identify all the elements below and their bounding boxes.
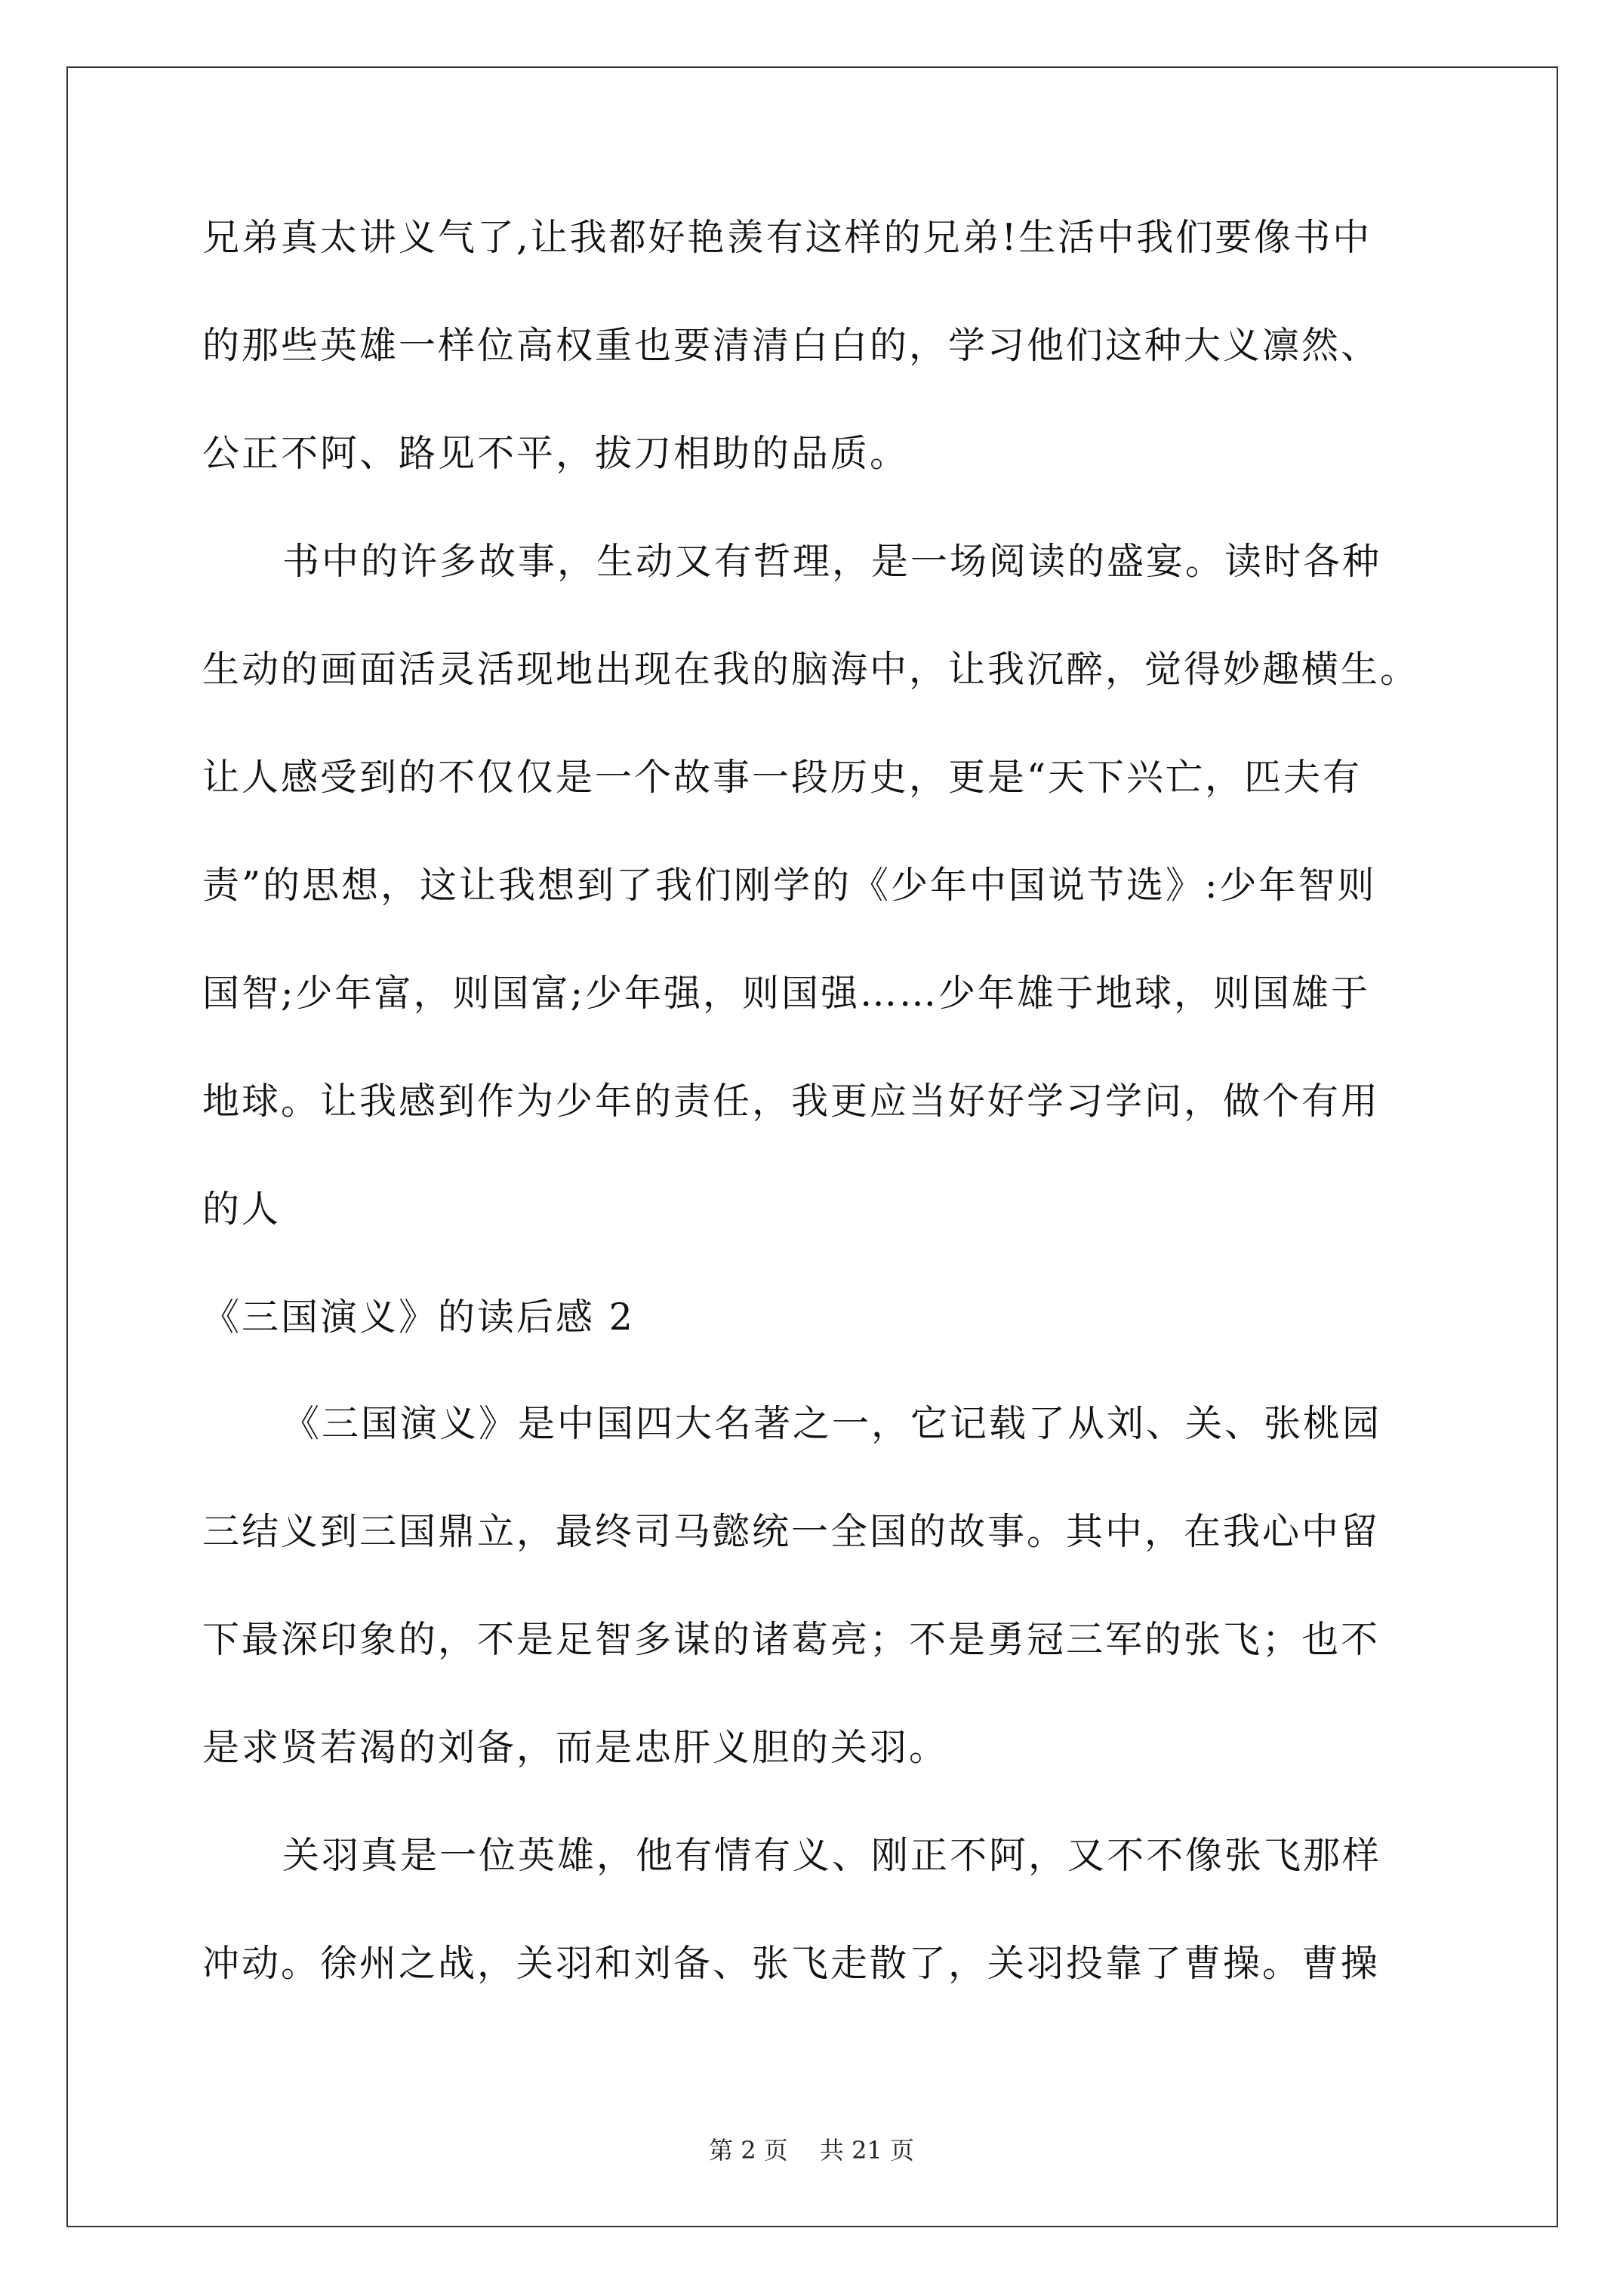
text-line: 三结义到三国鼎立，最终司马懿统一全国的故事。其中，在我心中留 (202, 1510, 1381, 1553)
text-line: 的人 (202, 1188, 282, 1231)
text-line: 生动的画面活灵活现地出现在我的脑海中，让我沉醉，觉得妙趣横生。 (202, 648, 1420, 691)
text-line: 责”的思想，这让我想到了我们刚学的《少年中国说节选》:少年智则 (202, 864, 1377, 907)
paragraph-start-line: 《三国演义》是中国四大名著之一，它记载了从刘、关、张桃园 (282, 1402, 1382, 1445)
text-line: 的那些英雄一样位高权重也要清清白白的，学习他们这种大义凛然、 (202, 324, 1381, 367)
text-line: 是求贤若渴的刘备，而是忠肝义胆的关羽。 (202, 1726, 949, 1769)
text-line: 冲动。徐州之战，关羽和刘备、张飞走散了，关羽投靠了曹操。曹操 (202, 1942, 1381, 1985)
paragraph-start-line: 书中的许多故事，生动又有哲理，是一场阅读的盛宴。读时各种 (282, 540, 1382, 583)
text-line: 国智;少年富，则国富;少年强，则国强……少年雄于地球，则国雄于 (202, 972, 1371, 1015)
text-line: 下最深印象的，不是足智多谋的诸葛亮；不是勇冠三军的张飞；也不 (202, 1618, 1381, 1661)
text-line: 兄弟真太讲义气了,让我都好艳羡有这样的兄弟!生活中我们要像书中 (202, 216, 1372, 259)
text-line: 让人感受到的不仅仅是一个故事一段历史，更是“天下兴亡，匹夫有 (202, 756, 1363, 799)
text-line: 公正不阿、路见不平，拔刀相助的品质。 (202, 432, 910, 475)
text-line: 地球。让我感到作为少年的责任，我更应当好好学习学问，做个有用 (202, 1080, 1381, 1123)
section-heading: 《三国演义》的读后感 2 (202, 1296, 635, 1339)
paragraph-start-line: 关羽真是一位英雄，他有情有义、刚正不阿，又不不像张飞那样 (282, 1834, 1382, 1877)
document-body (202, 215, 1433, 2049)
page-number-footer: 第 2 页 共 21 页 (709, 2136, 914, 2165)
